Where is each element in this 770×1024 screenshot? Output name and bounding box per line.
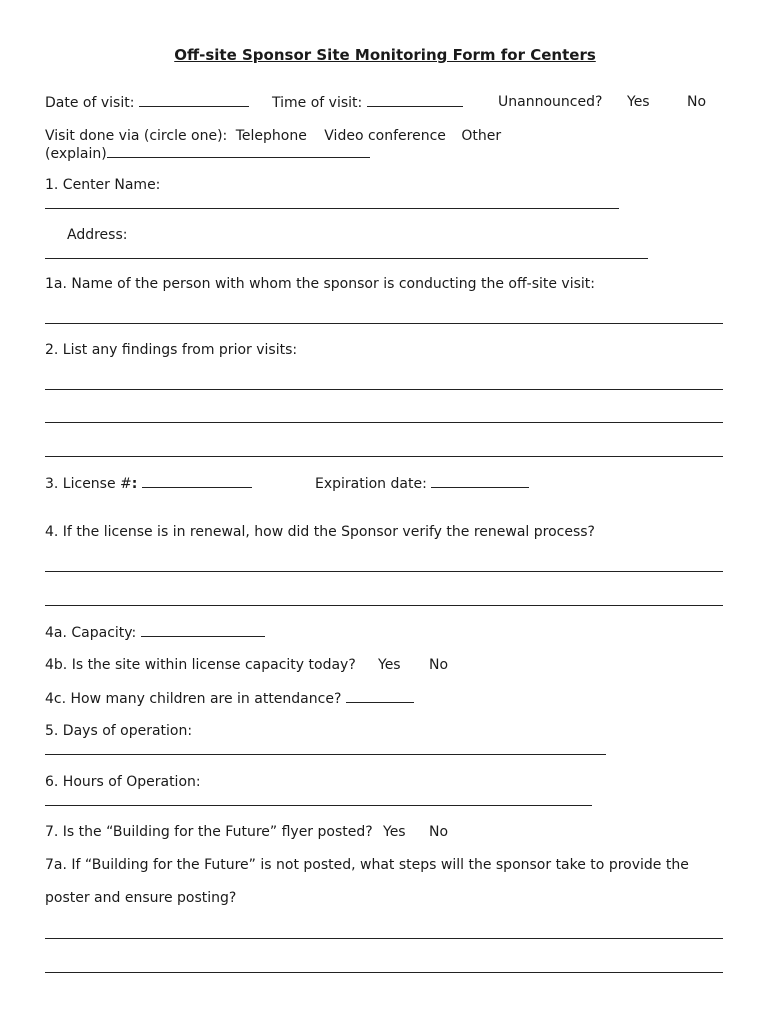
visit-via-label: Visit done via (circle one): [45,128,228,144]
renewal-field-2[interactable] [45,605,723,606]
flyer-posted-no[interactable]: No [429,824,449,840]
expiration-date-field[interactable] [431,475,529,488]
date-of-visit-label: Date of visit: [45,95,135,111]
contact-person-label: 1a. Name of the person with whom the sponsor is conducting the off-site visit: [45,276,595,292]
address-label: Address: [67,227,128,243]
license-number-field[interactable] [142,475,252,488]
unannounced-yes[interactable]: Yes [627,94,650,110]
capacity-row [45,624,265,642]
flyer-posted-yes[interactable]: Yes [383,824,406,840]
days-of-operation-label: 5. Days of operation: [45,723,193,739]
prior-findings-label: 2. List any findings from prior visits: [45,342,298,358]
attendance-row [45,690,414,708]
attendance-label: 4c. How many children are in attendance? [45,691,342,707]
option-video-conference[interactable]: Video conference [324,128,446,144]
within-capacity-label: 4b. Is the site within license capacity today? [45,657,356,673]
explain-row [45,145,370,163]
prior-findings-field-1[interactable] [45,389,723,390]
license-row [45,475,252,493]
within-capacity-yes[interactable]: Yes [378,657,401,673]
flyer-steps-label-line1: 7a. If “Building for the Future” is not posted, what steps will the sponsor take to provide the [45,857,689,873]
visit-row [45,94,249,112]
unannounced-no[interactable]: No [687,94,707,110]
contact-person-field[interactable] [45,323,723,324]
flyer-steps-field-1[interactable] [45,938,723,939]
prior-findings-field-3[interactable] [45,456,723,457]
flyer-steps-field-2[interactable] [45,972,723,973]
prior-findings-field-2[interactable] [45,422,723,423]
visit-via-row [45,128,501,145]
explain-label: (explain) [45,146,107,162]
center-name-label: 1. Center Name: [45,177,161,193]
license-number-label: 3. License # [45,476,132,492]
time-of-visit-label: Time of visit: [272,95,363,111]
renewal-label: 4. If the license is in renewal, how did the Sponsor verify the renewal process? [45,524,595,540]
hours-of-operation-label: 6. Hours of Operation: [45,774,201,790]
expiration-row [315,475,529,493]
license-colon: : [131,476,138,492]
renewal-field-1[interactable] [45,571,723,572]
hours-of-operation-field[interactable] [45,805,592,806]
attendance-field[interactable] [346,690,414,703]
center-name-field[interactable] [45,208,619,209]
days-of-operation-field[interactable] [45,754,606,755]
explain-field[interactable] [107,145,370,158]
within-capacity-no[interactable]: No [429,657,449,673]
flyer-posted-label: 7. Is the “Building for the Future” flyer posted? [45,824,373,840]
capacity-label: 4a. Capacity: [45,625,137,641]
address-field[interactable] [45,258,648,259]
time-row [272,94,463,112]
capacity-field[interactable] [141,624,265,637]
option-other[interactable]: Other [461,128,502,144]
form-title: Off-site Sponsor Site Monitoring Form for Centers [174,46,596,64]
expiration-date-label: Expiration date: [315,476,427,492]
date-of-visit-field[interactable] [139,94,249,107]
option-telephone[interactable]: Telephone [235,128,307,144]
flyer-steps-label-line2: poster and ensure posting? [45,890,237,906]
time-of-visit-field[interactable] [367,94,463,107]
unannounced-label: Unannounced? [498,94,603,110]
